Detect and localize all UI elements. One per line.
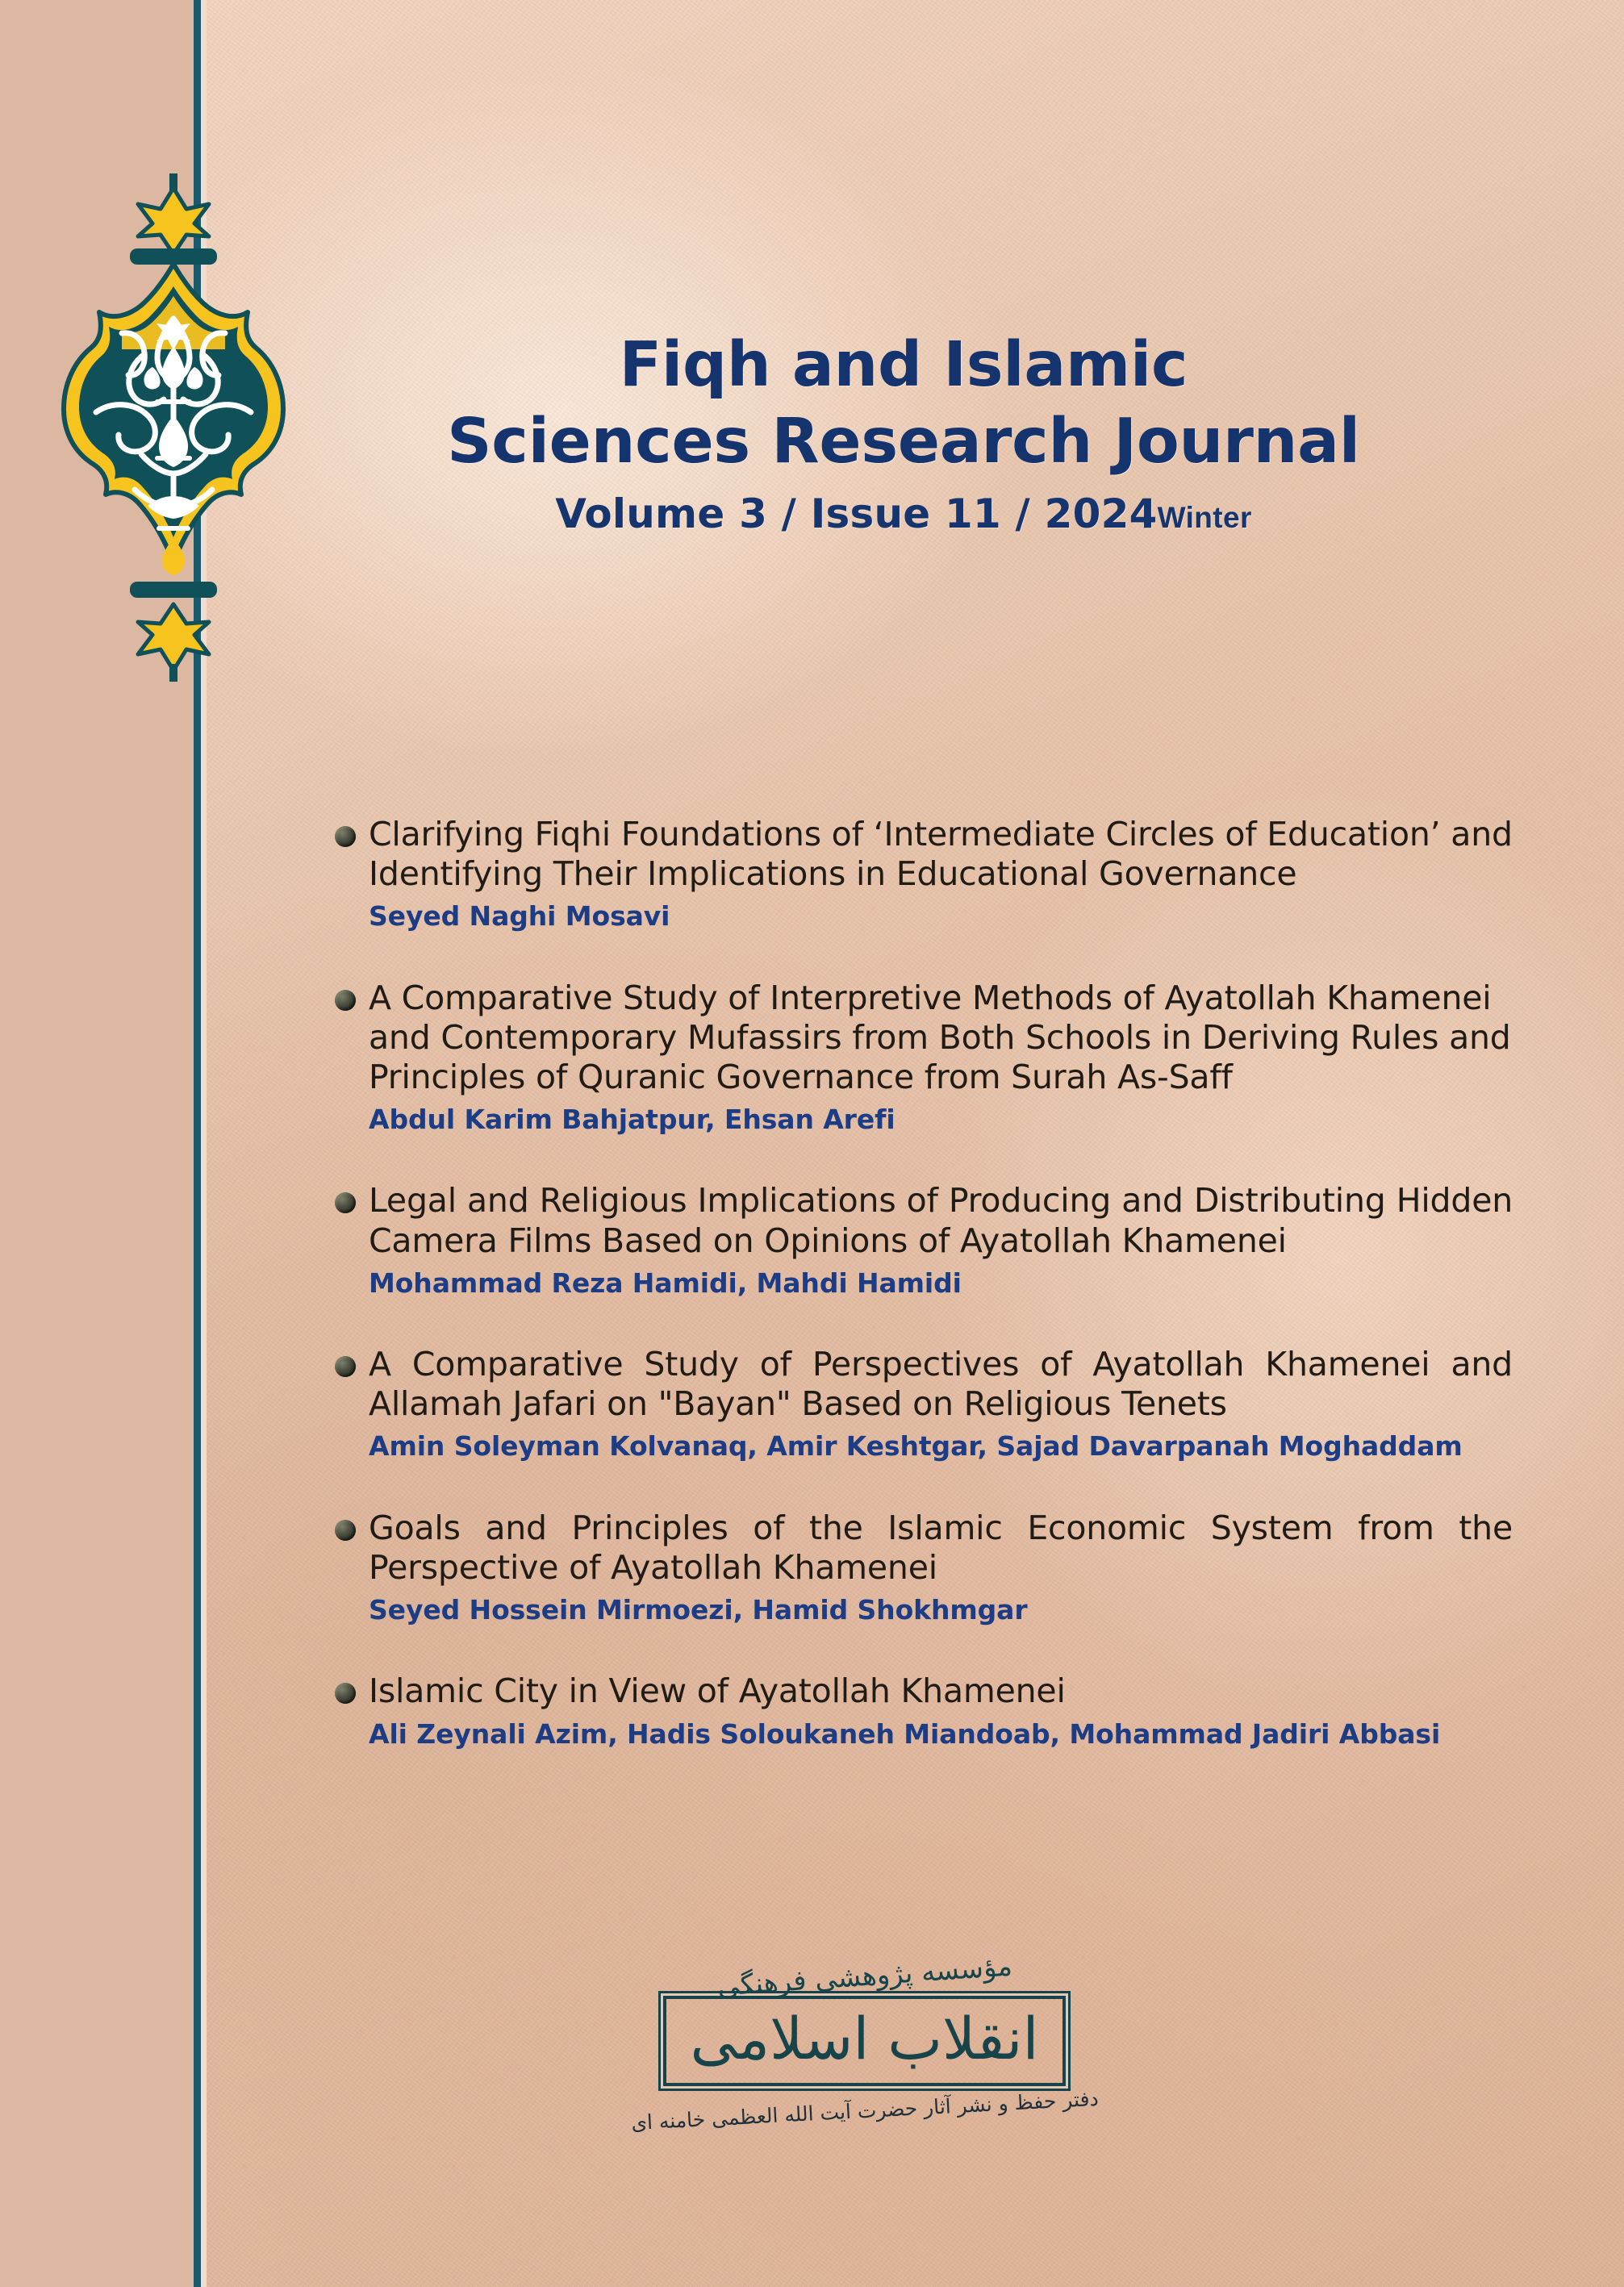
bullet-ornament-icon: [335, 1356, 356, 1377]
article-list: [335, 815, 1513, 1796]
season-text: Winter: [1157, 500, 1252, 534]
list-item[interactable]: [335, 1671, 1513, 1750]
list-item[interactable]: [335, 1181, 1513, 1300]
islamic-medallion-ornament: [44, 173, 303, 682]
volume-issue-text: Volume 3 / Issue 11 / 2024: [555, 490, 1158, 537]
medallion-finial-bottom: [130, 582, 217, 682]
publisher-top-line: مؤسسه پژوهشی فرهنگی: [716, 1950, 1013, 2003]
article-title: A Comparative Study of Perspectives of Ayatollah Khamenei and Allamah Jafari on "Bayan" Based on Religious Tenets: [369, 1345, 1513, 1424]
article-authors: Seyed Naghi Mosavi: [369, 900, 670, 933]
bullet-ornament-icon: [335, 1192, 356, 1213]
journal-title-line-1: Fiqh and Islamic: [619, 329, 1188, 401]
article-title: A Comparative Study of Interpretive Methods of Ayatollah Khamenei and Contemporary Mufassirs from Both Schools in Deriving Rules and Principles of Quranic Governance from Surah As-Saff: [369, 978, 1511, 1096]
bullet-ornament-icon: [335, 1683, 356, 1704]
list-item[interactable]: [335, 1509, 1513, 1627]
bullet-ornament-icon: [335, 990, 356, 1011]
article-title: Islamic City in View of Ayatollah Khamenei: [369, 1671, 1066, 1711]
article-title: Legal and Religious Implications of Producing and Distributing Hidden Camera Films Based on Opinions of Ayatollah Khamenei: [369, 1181, 1513, 1260]
article-authors: Amin Soleyman Kolvanaq, Amir Keshtgar, Sajad Davarpanah Moghaddam: [369, 1430, 1463, 1463]
list-item[interactable]: [335, 979, 1513, 1137]
bullet-ornament-icon: [335, 1520, 356, 1541]
masthead: [242, 329, 1565, 537]
article-authors: Mohammad Reza Hamidi, Mahdi Hamidi: [369, 1267, 962, 1299]
publisher-logo: [0, 1950, 1624, 2135]
article-authors: Ali Zeynali Azim, Hadis Soloukaneh Miandoab, Mohammad Jadiri Abbasi: [369, 1717, 1441, 1750]
article-authors: Abdul Karim Bahjatpur, Ehsan Arefi: [369, 1104, 895, 1136]
article-title: Goals and Principles of the Islamic Economic System from the Perspective of Ayatollah Khamenei: [369, 1508, 1513, 1587]
list-item[interactable]: [335, 1345, 1513, 1463]
publisher-main-line: انقلاب اسلامی: [690, 2005, 1039, 2072]
volume-issue-line: [242, 490, 1565, 537]
list-item[interactable]: [335, 815, 1513, 933]
article-authors: Seyed Hossein Mirmoezi, Hamid Shokhmgar: [369, 1594, 1028, 1626]
journal-title-line-2: Sciences Research Journal: [447, 405, 1360, 478]
bullet-ornament-icon: [335, 826, 356, 847]
article-title: Clarifying Fiqhi Foundations of ‘Intermediate Circles of Education’ and Identifying Their Implications in Educational Governance: [369, 815, 1513, 894]
medallion-finial-top: [130, 173, 217, 265]
publisher-name-box: [663, 1996, 1067, 2086]
publisher-bottom-line: دفتر حفظ و نشر آثار حضرت آیت الله العظمی خامنه ای: [630, 2086, 1099, 2135]
